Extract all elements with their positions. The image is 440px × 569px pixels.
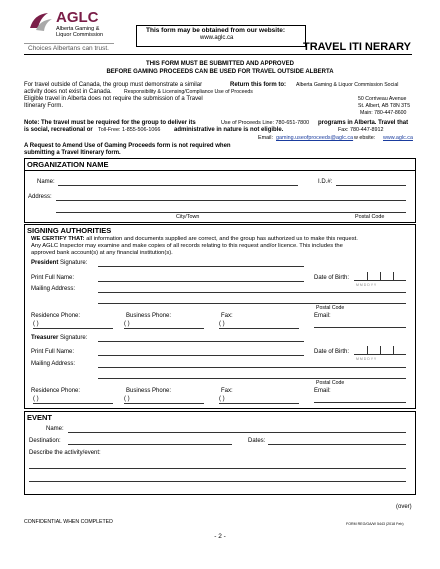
treasurer-dob-field[interactable] (354, 342, 406, 355)
event-destination-field[interactable] (68, 444, 232, 445)
president-email-label: Email: (314, 313, 331, 319)
note-line-2d: Fax: 780-447-8912 (338, 127, 384, 133)
president-business-label: Business Phone: (126, 313, 172, 319)
treasurer-fax-field[interactable]: ( ) (219, 396, 299, 404)
treasurer-postal-label: Postal Code (316, 380, 345, 386)
note-line-2a: is social, recreational or (24, 127, 93, 133)
treasurer-email-label: Email: (314, 388, 331, 394)
event-name-field[interactable] (68, 432, 406, 433)
treasurer-email-field[interactable] (314, 402, 406, 403)
notice-line-1: THIS FORM MUST BE SUBMITTED AND APPROVED (146, 61, 294, 67)
amend-line-2: submitting a Travel Itinerary form. (24, 150, 121, 156)
president-mailing-label: Mailing Address: (31, 286, 76, 292)
logo-subtitle-1: Alberta Gaming & (56, 26, 100, 32)
signature-label: Signature: (60, 260, 88, 266)
amend-line-1: A Request to Amend Use of Gaming Proceeds form is not required when (24, 143, 231, 149)
signature-label: Signature: (60, 335, 88, 341)
treasurer-fax-label: Fax: (221, 388, 233, 394)
treasurer-print-name-label: Print Full Name: (31, 349, 75, 355)
obtain-text: This form may be obtained from our website: (146, 27, 286, 34)
note-email-link[interactable]: gaming.useofproceeds@aglc.ca (276, 135, 354, 141)
treasurer-mailing-field-2[interactable] (98, 378, 406, 379)
president-residence-label: Residence Phone: (31, 313, 81, 319)
president-dob-field[interactable] (354, 268, 406, 281)
president-signature-field[interactable] (98, 266, 304, 267)
treasurer-mailing-field-1[interactable] (98, 367, 406, 368)
note-email-label: Email: (258, 135, 273, 141)
treasurer-business-field[interactable]: ( ) (124, 396, 204, 404)
president-email-field[interactable] (314, 327, 406, 328)
president-fax-label: Fax: (221, 313, 233, 319)
note-line-2c: administrative in nature is not eligible. (174, 127, 284, 133)
org-city-field[interactable] (56, 212, 406, 213)
confidential-text: CONFIDENTIAL WHEN COMPLETED (24, 519, 113, 525)
note-line-1b: Use of Proceeds Line: 780-651-7800 (221, 120, 310, 126)
note-line-1c: programs in Alberta. Travel that (318, 120, 409, 126)
president-print-name-label: Print Full Name: (31, 275, 75, 281)
org-name-label: Name: (37, 179, 55, 185)
certify-text-1: all information and documents supplied are correct, and the group has authorized us to make this request. (84, 236, 358, 242)
header-rule (24, 54, 412, 55)
form-number: FORM REG/GA/W 5443 (2018 Feb) (346, 522, 404, 526)
logo-wordmark: AGLC (56, 9, 99, 26)
intro-line-2: activity does not exist in Canada. (24, 89, 112, 95)
president-postal-label: Postal Code (316, 305, 345, 311)
president-label: President (31, 260, 59, 266)
treasurer-dob-label: Date of Birth: (314, 349, 350, 355)
event-dates-label: Dates: (248, 438, 266, 444)
tagline: Choices Albertans can trust. (28, 45, 109, 52)
event-describe-field-1[interactable] (29, 468, 406, 469)
event-dates-field[interactable] (268, 444, 406, 445)
aglc-logo-mark-icon (28, 10, 54, 34)
certify-line-3: approved bank account(s) at any financial institution(s). (31, 250, 173, 256)
treasurer-signature-label (31, 335, 87, 342)
organization-heading: ORGANIZATION NAME (27, 160, 109, 169)
logo-subtitle-2: Liquor Commission (56, 32, 104, 38)
org-city-label: City/Town (176, 214, 200, 220)
intro-line-4b: St. Albert, AB T8N 3T5 (358, 103, 411, 109)
org-postal-label: Postal Code (355, 214, 385, 220)
certify-line-1 (31, 236, 358, 243)
page-number: - 2 - (214, 533, 226, 540)
treasurer-residence-label: Residence Phone: (31, 388, 81, 394)
certify-bold: WE CERTIFY THAT: (31, 236, 85, 242)
event-describe-label: Describe the activity/event: (29, 450, 101, 456)
intro-line-4: Itinerary Form. (24, 103, 64, 109)
president-signature-label (31, 260, 87, 267)
president-dob-hint: M M D D Y Y (356, 283, 377, 287)
intro-line-1b: Return this form to: (230, 82, 286, 88)
event-name-label: Name: (46, 426, 64, 432)
intro-line-3: Eligible travel in Alberta does not require the submission of a Travel (24, 96, 203, 102)
intro-line-1a: For travel outside of Canada, the group must demonstrate a similar (24, 82, 203, 88)
president-dob-label: Date of Birth: (314, 275, 350, 281)
organization-heading-rule (24, 170, 415, 171)
treasurer-business-label: Business Phone: (126, 388, 172, 394)
org-name-field[interactable] (58, 185, 298, 186)
over-text: (over) (396, 504, 412, 510)
treasurer-residence-field[interactable]: ( ) (33, 396, 113, 404)
treasurer-print-name-field[interactable] (98, 355, 304, 356)
note-website-link[interactable]: www.aglc.ca (383, 135, 413, 141)
certify-line-2: Any AGLC Inspector may examine and make copies of all records relating to this request and/or licence. This includes the (31, 243, 343, 249)
event-describe-field-2[interactable] (29, 481, 406, 482)
president-mailing-field-1[interactable] (98, 292, 406, 293)
treasurer-mailing-label: Mailing Address: (31, 361, 76, 367)
org-id-field[interactable] (336, 185, 406, 186)
org-address-field[interactable] (56, 200, 406, 201)
note-line-2b: Toll-Free: 1-855-506-1066 (98, 127, 161, 133)
intro-line-2b: Responsibility & Licensing/Compliance Use of Proceeds (124, 89, 253, 95)
president-residence-field[interactable]: ( ) (33, 321, 113, 329)
intro-line-5b: Main: 780-447-8600 (360, 110, 407, 116)
president-fax-field[interactable]: ( ) (219, 321, 299, 329)
org-address-label: Address: (28, 194, 52, 200)
treasurer-dob-hint: M M D D Y Y (356, 357, 377, 361)
president-mailing-field-2[interactable] (98, 303, 406, 304)
org-id-label: I.D.#: (318, 179, 333, 185)
president-business-field[interactable]: ( ) (124, 321, 204, 329)
event-heading: EVENT (27, 413, 53, 422)
treasurer-signature-field[interactable] (98, 341, 304, 342)
president-print-name-field[interactable] (98, 281, 304, 282)
intro-line-3b: 50 Corriveau Avenue (358, 96, 407, 102)
form-title: TRAVEL ITI NERARY (303, 41, 411, 53)
website-text: www.aglc.ca (200, 35, 234, 41)
notice-line-2: BEFORE GAMING PROCEEDS CAN BE USED FOR TRAVEL OUTSIDE ALBERTA (106, 69, 334, 75)
note-line-1a: Note: The travel must be required for the group to deliver its (24, 120, 196, 126)
intro-line-1c: Alberta Gaming & Liquor Commission Social (296, 82, 399, 88)
note-website-label: w ebsite: (354, 135, 376, 141)
signing-heading: SIGNING AUTHORITIES (27, 226, 112, 235)
treasurer-label: Treasurer (31, 335, 59, 341)
event-destination-label: Destination: (29, 438, 61, 444)
